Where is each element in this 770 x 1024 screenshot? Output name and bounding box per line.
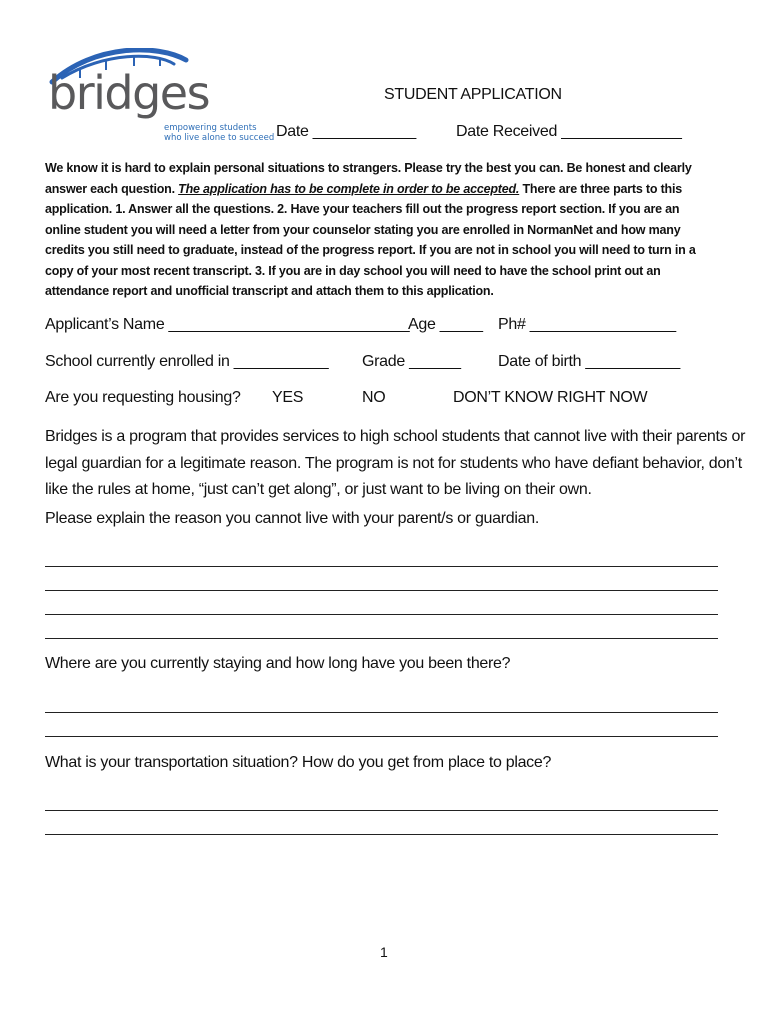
page-number: 1: [380, 944, 388, 960]
question-reason: Please explain the reason you cannot live with your parent/s or guardian.: [45, 510, 539, 527]
instructions-text: There are three parts to this: [519, 181, 683, 196]
housing-dont-know-option[interactable]: DON’T KNOW RIGHT NOW: [453, 389, 648, 406]
program-description-line: legal guardian for a legitimate reason. The program is not for students who have defiant behavior, don’t: [45, 454, 742, 472]
logo-tagline-line1: empowering students: [164, 123, 257, 133]
school-field[interactable]: School currently enrolled in ___________: [45, 353, 329, 370]
instructions: [45, 158, 735, 302]
instructions-line: application. 1. Answer all the questions. 2. Have your teachers fill out the progress report section. If you are an: [45, 202, 680, 216]
housing-question: Are you requesting housing?: [45, 389, 241, 406]
grade-field[interactable]: Grade ______: [362, 353, 461, 370]
answer-line[interactable]: [45, 638, 718, 639]
answer-line[interactable]: [45, 712, 718, 713]
logo-tagline: [164, 123, 274, 143]
instructions-text: answer each question.: [45, 181, 179, 196]
logo-tagline-line2: who live alone to succeed: [164, 133, 275, 143]
bridges-logo: [46, 48, 275, 148]
date-field[interactable]: Date ____________: [276, 123, 416, 140]
instructions-line: copy of your most recent transcript. 3. If you are in day school you will need to have the school print out an: [45, 263, 661, 278]
answer-line[interactable]: [45, 590, 718, 591]
question-transportation: What is your transportation situation? How do you get from place to place?: [45, 754, 552, 771]
instructions-line: [45, 179, 735, 200]
date-received-field[interactable]: Date Received ______________: [456, 123, 682, 140]
program-description-line: like the rules at home, “just can’t get along”, or just want to be living on their own.: [45, 481, 592, 498]
completion-requirement: The application has to be complete in order to be accepted.: [178, 181, 520, 196]
question-current-stay: Where are you currently staying and how long have you been there?: [45, 655, 511, 672]
instructions-line: credits you still need to graduate, instead of the progress report. If you are not in school you will need to turn in a: [45, 243, 696, 257]
age-field[interactable]: Age _____: [408, 316, 483, 333]
answer-line[interactable]: [45, 834, 718, 835]
instructions-line: online student you will need a letter from your counselor stating you are enrolled in NormanNet and how many: [45, 222, 681, 237]
program-description: [45, 424, 746, 504]
answer-line[interactable]: [45, 810, 718, 811]
form-title: STUDENT APPLICATION: [384, 86, 562, 103]
applicant-name-field[interactable]: Applicant’s Name ____________________________: [45, 316, 410, 333]
date-of-birth-field[interactable]: Date of birth ___________: [498, 353, 680, 370]
program-description-line: Bridges is a program that provides services to high school students that cannot live with their parents or: [45, 428, 746, 445]
instructions-line: We know it is hard to explain personal situations to strangers. Please try the best you can. Be honest and clearly: [45, 161, 692, 175]
instructions-line: attendance report and unofficial transcript and attach them to this application.: [45, 284, 494, 298]
housing-no-option[interactable]: NO: [362, 389, 386, 406]
phone-field[interactable]: Ph# _________________: [498, 316, 676, 333]
housing-yes-option[interactable]: YES: [272, 389, 304, 406]
answer-line[interactable]: [45, 736, 718, 737]
answer-line[interactable]: [45, 614, 718, 615]
logo-wordmark: bridges: [48, 66, 210, 120]
answer-line[interactable]: [45, 566, 718, 567]
